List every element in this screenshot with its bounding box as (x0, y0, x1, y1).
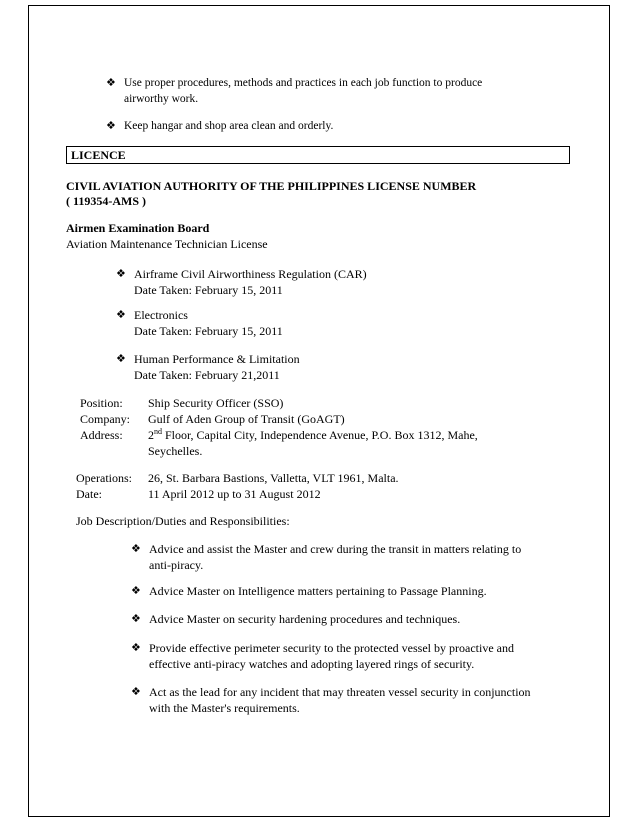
bullet-icon: ❖ (116, 267, 126, 280)
bullet-icon: ❖ (131, 641, 141, 654)
top-bullet-1-line-1: Use proper procedures, methods and practices in each job function to produce (124, 77, 483, 89)
bullet-icon: ❖ (106, 119, 116, 132)
address-floor-suffix: nd (154, 427, 162, 436)
license-2-date: Date Taken: February 15, 2011 (134, 324, 283, 338)
bullet-icon: ❖ (116, 352, 126, 365)
address-line-1-rest: Floor, Capital City, Independence Avenue, P.O. Box 1312, Mahe, (162, 428, 478, 442)
company-label: Company: (80, 412, 130, 426)
top-bullet-2-line-1: Keep hangar and shop area clean and orderly. (124, 120, 334, 132)
license-title: Aviation Maintenance Technician License (66, 237, 268, 251)
license-1-name: Airframe Civil Airworthiness Regulation (CAR) (134, 267, 367, 281)
license-1-date: Date Taken: February 15, 2011 (134, 283, 283, 297)
duties-heading: Job Description/Duties and Responsibilities: (76, 514, 290, 528)
license-3-date: Date Taken: February 21,2011 (134, 368, 280, 382)
position-label: Position: (80, 396, 123, 410)
duty-4-line-2: effective anti-piracy watches and adopting layered rings of security. (149, 657, 475, 671)
caap-heading-line-2: ( 119354-AMS ) (66, 194, 146, 208)
section-header-box (66, 146, 570, 164)
section-header: LICENCE (71, 148, 126, 162)
duty-3-line-1: Advice Master on security hardening procedures and techniques. (149, 612, 461, 626)
bullet-icon: ❖ (131, 612, 141, 625)
bullet-icon: ❖ (131, 542, 141, 555)
bullet-icon: ❖ (131, 685, 141, 698)
duty-4-line-1: Provide effective perimeter security to the protected vessel by proactive and (149, 641, 514, 655)
address-line-2: Seychelles. (148, 444, 203, 458)
duty-2-line-1: Advice Master on Intelligence matters pertaining to Passage Planning. (149, 584, 487, 598)
bullet-icon: ❖ (106, 76, 116, 89)
duty-1-line-2: anti-piracy. (149, 558, 204, 572)
bullet-icon: ❖ (131, 584, 141, 597)
duty-1-line-1: Advice and assist the Master and crew during the transit in matters relating to (149, 542, 522, 556)
address-label: Address: (80, 428, 123, 442)
top-bullet-1-line-2: airworthy work. (124, 93, 199, 105)
position-value: Ship Security Officer (SSO) (148, 396, 284, 410)
company-value: Gulf of Aden Group of Transit (GoAGT) (148, 412, 345, 426)
date-label: Date: (76, 487, 102, 501)
duty-5-line-1: Act as the lead for any incident that may threaten vessel security in conjunction (149, 685, 531, 699)
operations-label: Operations: (76, 471, 132, 485)
operations-value: 26, St. Barbara Bastions, Valletta, VLT 1961, Malta. (148, 471, 399, 485)
caap-heading-line-1: CIVIL AVIATION AUTHORITY OF THE PHILIPPINES LICENSE NUMBER (66, 179, 477, 193)
duty-5-line-2: with the Master's requirements. (149, 701, 300, 715)
license-2-name: Electronics (134, 308, 188, 322)
address-line-1 (148, 427, 478, 443)
board-title: Airmen Examination Board (66, 221, 210, 235)
date-value: 11 April 2012 up to 31 August 2012 (148, 487, 321, 501)
bullet-icon: ❖ (116, 308, 126, 321)
address-floor-number: 2 (148, 428, 154, 442)
license-3-name: Human Performance & Limitation (134, 352, 300, 366)
